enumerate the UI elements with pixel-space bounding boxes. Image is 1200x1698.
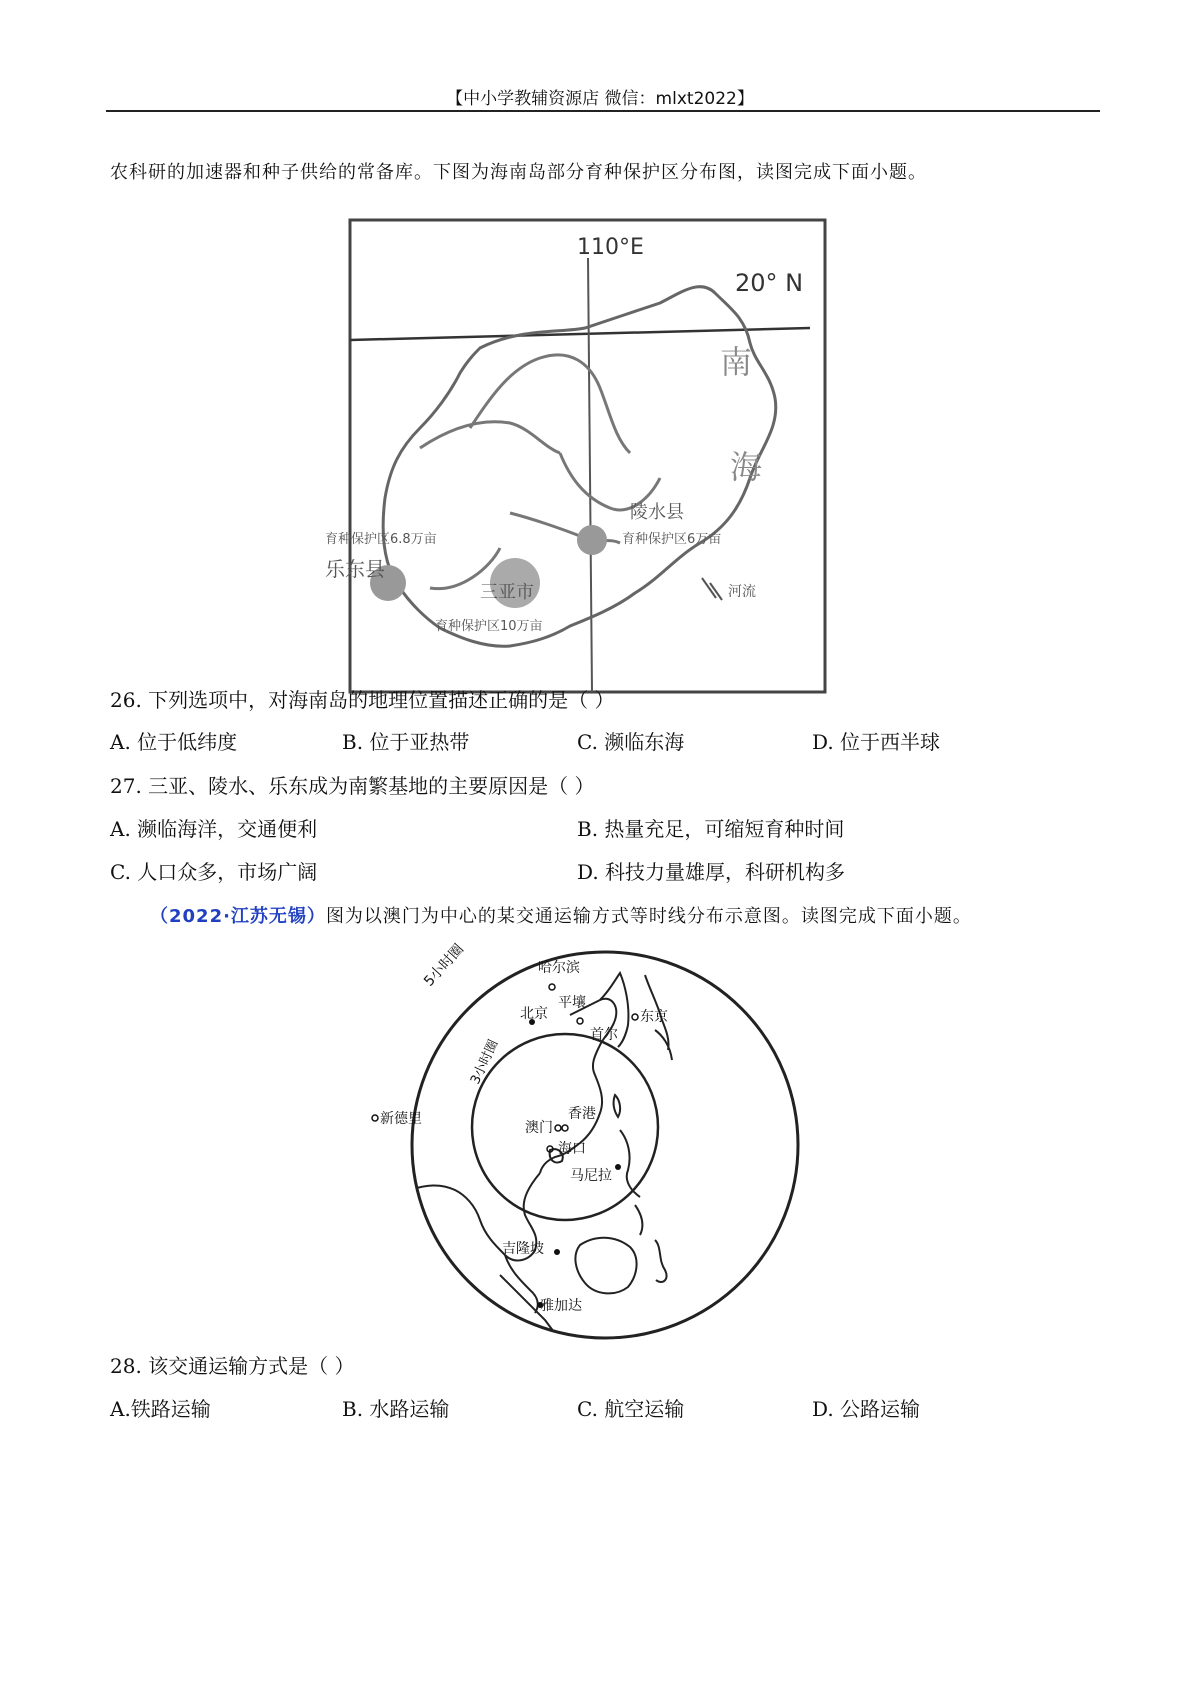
isochrone-map [380,935,800,1345]
q27-option-a[interactable]: A. 濒临海洋，交通便利 [110,817,318,841]
q26-stem: 26. 下列选项中，对海南岛的地理位置描述正确的是（ ） [110,688,615,712]
q28-option-d[interactable]: D. 公路运输 [812,1397,921,1421]
lat-label: 20° N [735,269,804,297]
legend-river-label: 河流 [728,584,756,600]
q27-option-c[interactable]: C. 人口众多，市场广阔 [110,860,318,884]
q26-option-d[interactable]: D. 位于西半球 [812,730,941,754]
lingshui-area-label: 育种保护区6万亩 [622,532,722,547]
lingshui-marker [577,525,607,555]
manila-dot [615,1164,621,1170]
q26-option-a[interactable]: A. 位于低纬度 [110,730,238,754]
header-rule [106,110,1100,112]
q26-option-c[interactable]: C. 濒临东海 [577,730,685,754]
manila-label: 马尼拉 [570,1168,612,1184]
section2-text: 图为以澳门为中心的某交通运输方式等时线分布示意图。读图完成下面小题。 [325,906,972,927]
section2-source: （2022·江苏无锡） [150,906,326,927]
header-watermark: 【中小学教辅资源店 微信：mlxt2022】 [446,89,754,109]
q28-stem: 28. 该交通运输方式是（ ） [110,1354,355,1378]
intro-text: 农科研的加速器和种子供给的常备库。下图为海南岛部分育种保护区分布图，读图完成下面小题。 [110,162,927,183]
harbin-label: 哈尔滨 [538,960,580,976]
sea-label-2: 海 [730,448,763,486]
q27-stem: 27. 三亚、陵水、乐东成为南繁基地的主要原因是（ ） [110,774,595,798]
sanya-name-label: 三亚市 [480,582,534,603]
q28-option-a[interactable]: A.铁路运输 [110,1397,211,1421]
tokyo-label: 东京 [640,1009,668,1025]
ledong-area-label: 育种保护区6.8万亩 [325,532,437,547]
newdelhi-dot [372,1115,378,1121]
q26-option-b[interactable]: B. 位于亚热带 [342,730,470,754]
ring5-label: 5小时圈 [421,941,468,990]
newdelhi-label: 新德里 [380,1111,422,1127]
q28-option-c[interactable]: C. 航空运输 [577,1397,685,1421]
hongkong-label: 香港 [568,1106,596,1122]
hainan-map [325,198,870,708]
ring-5h [412,952,798,1338]
q27-option-b[interactable]: B. 热量充足，可缩短育种时间 [577,817,845,841]
lon-label: 110°E [577,235,644,260]
ledong-name-label: 乐东县 [325,557,385,581]
jakarta-label: 雅加达 [540,1298,582,1314]
haikou-label: 海口 [558,1141,586,1157]
pyongyang-label: 平壤 [558,995,586,1011]
beijing-label: 北京 [520,1006,548,1022]
macau-label: 澳门 [525,1120,553,1136]
kualalumpur-dot [554,1249,560,1255]
q28-option-b[interactable]: B. 水路运输 [342,1397,450,1421]
coastline-indian-west [400,1190,420,1265]
sea-label-1: 南 [720,343,753,381]
sanya-area-label: 育种保护区10万亩 [435,619,543,634]
q27-option-d[interactable]: D. 科技力量雄厚，科研机构多 [577,860,846,884]
ring3-label: 3小时圈 [468,1037,502,1087]
seoul-label: 首尔 [590,1027,618,1043]
kualalumpur-label: 吉隆坡 [502,1241,544,1257]
lingshui-name-label: 陵水县 [630,502,684,523]
section2-intro [150,902,972,928]
